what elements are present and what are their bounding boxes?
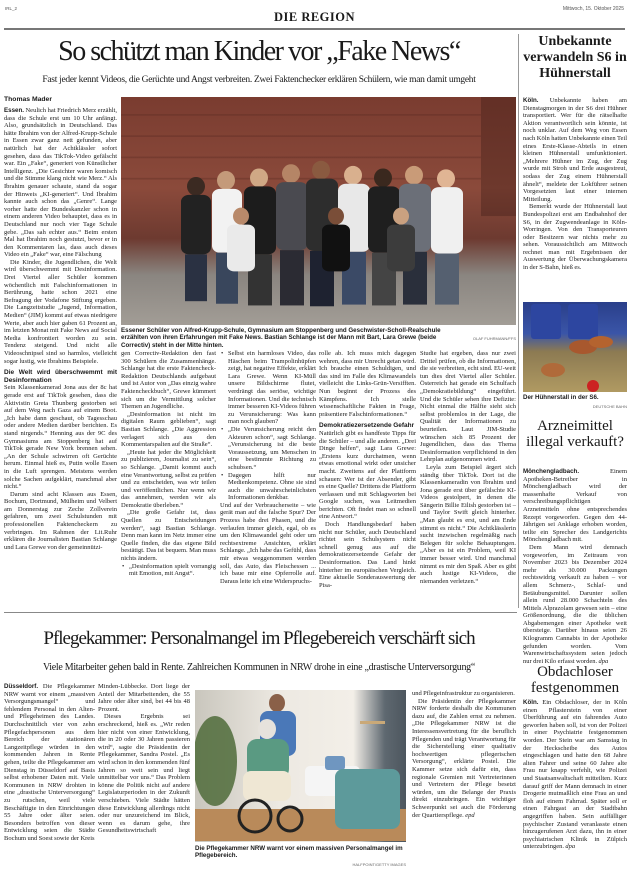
paragraph: Natürlich gibt es handfeste Tipps für die Schüler – und alle anderen. „Drei Dinge helfen“, sagt Lara Grewe: „Erstens kurz durchatmen, wenn etwas emotional wirkt oder unsicher macht. Zweitens auf der Plattform schauen: Wer ist der Absender, gibt es eine Quelle? Drittens die Plattform verlassen und mit Schlagworten bei Google suchen, was Leitmedien berichten. Oft findet man so schnell eine Antwort.“ — [319, 429, 417, 521]
dateline: Köln. — [523, 699, 539, 706]
chicken-coop-train-photo — [523, 302, 627, 392]
paragraph: Die Präsidentin der Pflegekammer NRW forderte deshalb die Kommunen dazu auf, die Zahlen ernst zu nehmen. „Die Pflegekammer NRW ist die Interessensvertretung für die beruflich Pflegenden und trägt Verantwortung für die Sicherstellung einer qualitativ hochwertigen pflegerischen Versorgung“, erklärte Postel. Die Kammer setze sich dafür ein, dass regionale Gremien mit Vertreterinnen und Vertretern der Pflege besetzt würden, um die Belange der Praxis direkt einzubringen. Ein wichtiger Schwerpunkt sei auch die Förderung der Quartierspflege. — [412, 697, 516, 819]
pflege-headline: Pflegekammer: Personalmangel im Pflegebereich verschärft sich — [43, 628, 475, 649]
paragraph: Die Pflegekammer NRW warnt vor einem „massiven Versorgungsmangel“ und fehlendem Personal in den Alten- und Pflegeheimen des Landes. Durchschnittlich vier von zehn Pflegefachpersonen aus dem Bereich der stationären Langzeitpflege würden in den kommenden Jahren in Rente gehen, teilte die Pflegekammer am Dienstag in Düsseldorf auf Basis selbst erhobener Daten mit. Viele Kommunen in NRW drohten in eine „drastische Unterversorgung“ zu rutschen, weil viele Beschäftigte in den Einrichtungen 55 Jahre oder älter seien. Besonders betroffen von dieser Entwicklung seien die Städte Bochum und Soest sowie der Kreis — [4, 683, 95, 842]
paragraph: rolle ab. Ich muss mich dagegen wehren, dass mir Unrecht getan wird. Ich brauche einen Schuldigen, und das sind im Falle des Klimawandels vielleicht die Links-Grün-Versifften. Nun beginnt der Prozess des Kämpfens. Ich stelle wissenschaftliche Fakten in Frage, präsentiere Falschinformationen.“ — [319, 350, 416, 418]
s6-photo-caption: Der Hühnerstall in der S6. — [523, 394, 599, 401]
dateline: Essen. — [4, 107, 24, 114]
dateline: Köln. — [523, 97, 539, 104]
article-separator — [4, 612, 517, 613]
header-rule — [4, 28, 625, 30]
chicken-illustration — [523, 302, 627, 392]
main-photo-caption: Essener Schüler von Alfred-Krupp-Schule, Gymnasium am Stoppenberg und Geschwister-Scholl-Realschule erzählten von ihren Erfahrungen mit Fake News. Bastian Schlange ist der Mann mit Bart, Lara Grewe (beide Correctiv) steht in der Mitte hinten. — [121, 327, 441, 349]
pflege-column-2 — [98, 683, 190, 835]
department-title: DIE REGION — [273, 10, 356, 24]
nurse-wheelchair-illustration — [195, 690, 406, 842]
nurse-wheelchair-photo — [195, 690, 406, 842]
main-column-1 — [4, 107, 117, 551]
paragraph: „Desinformation ist nicht im digitalen Raum geblieben“, sagt Bastian Schlange. „Die Aggression verlagert sich aus den Kommentarspalten auf die Straße“. — [121, 410, 216, 449]
paragraph: Die Kinder, die Jugendlichen, die Welt wird überschwemmt mit Desinformation. Drei Viertel aller Schüler kommen wöchentlich mit Falschinformationen in Berührung, hatte schon 2021 eine Befragung der Vodafone Stiftung ergeben. Die Langzeitstudie „Jugend, Information, Medien“ (JIM) kommt auf etwas niedrigere Werte, aber auch hier gaben 61 Prozent an, im letzten Monat mit Fake News auf Social Media konfrontiert worden zu sein. Tendenz steigend. Und nicht alle Videoschnipsel sind so harmlos, vielleicht sogar lustig, wie Ibrahims Beispiele. — [4, 258, 117, 365]
paragraph: Dem Mann wird demnach vorgeworfen, im Zeitraum von November 2023 bis Dezember 2024 mehr als 30.000 Packungen rechtswidrig verkauft zu haben – vor allem Schmerz-, Schlaf- und Betäubungsmittel. Darunter sollen allein rund 28.000 Schachteln des Mittels Alprazolam gewesen sein – eine Größenordnung, die die üblichen Abgabemengen einer Apotheke weit übersteige. Darüber hinaus seien 26 Kilogramm Cannabis in der Apotheke gefunden worden. Vom Warenwirtschaftssystem seien jedoch nur drei Kilo erfasst worden. — [523, 543, 627, 665]
agency-tag: dpa — [598, 657, 609, 665]
issue-date: Mittwoch, 15. Oktober 2025 — [562, 6, 624, 12]
paragraph: Bemerkt wurde der Hühnerstall laut Bundespolizei erst am Endbahnhof der S6, in der Zugwendeanlage in Köln-Worringen. Von den Transporteuren oder Besitzern war nichts mehr zu sehen. Voraussichtlich am Mittwoch rechnet man mit Ergebnissen der Auswertung der Überwachungskamera in der S-Bahn, hieß es. — [523, 203, 627, 272]
paragraph: Minden-Lübbecke. Dort liege der Anteil der Mitarbeitenden, die 55 Jahre oder älter sind, bei 44 bis 48 Prozent. — [98, 683, 190, 713]
bullet-item: • Dagegen hilft nur Medienkompetenz. Ohne sie sind auch die unwahrscheinlichsten Informationen denkbar. — [228, 472, 316, 502]
author-name: Thomas Mader — [4, 96, 52, 103]
paragraph: gen Correctiv-Redaktion den fast 300 Schülern die Zusammenhänge. Schlange hat die erste Faktencheck-Redaktion Deutschlands aufgebaut und ist Autor von „Das einzig wahre Faktencheckbuch“, Grewe kümmert sich um die Vermittlung solcher Themen an Jugendliche. — [121, 350, 216, 411]
paragraph: Und auf der Verbraucherseite – wie gerät man auf die falsche Spur? Der Prozess habe drei Phasen, und die verlaufen immer gleich, egal, ob es um den Klimawandel geht oder um rechtsextreme Ansichten, erklärt Schlange. „Ich habe das Gefühl, dass mir etwas weggenommen werden soll, das Auto, das Fleischessen ... ich baue mir eine Opferrolle auf. Daraus leite ich eine Widerspruchs- — [220, 501, 316, 585]
arznei-body — [523, 468, 627, 665]
obdach-headline: Obdachloser festgenommen — [530, 664, 620, 696]
pflege-photo-caption: Die Pflegekammer NRW warnt vor einem massiven Personalmangel im Pflegebereich. — [195, 845, 403, 860]
paragraph: Sein Klassenkamerad Jona aus der 8c hat gerade erst auf TikTok gesehen, dass die Aktivistin Greta Thunberg gestorben sei auf dem Weg nach Gaza auf einem Boot. „Ich habe dann geschaut, ob Tagesschau oder andere Medien darüber berichten. Es stand nirgends.“ Henning aus der 9C des Gymnasiums am Stoppenberg hat auf TikTok gerade New York brennen sehen. „An der Schule schwirren oft Gerüchte herum. Einmal hieß es, Putin wolle Essen in die Luft sprengen. Meistens werden solche Sachen aufgeklärt, manchmal aber nicht.“ — [4, 384, 117, 491]
main-photo-credit: OLAF FUHRMANN/FFS — [472, 336, 516, 341]
paragraph: Darum sind acht Klassen aus Essen, Bochum, Dortmund, Mülheim und Velbert am Donnerstag zur Zeche Zollverein gefahren, um zwei Schulstunden mit professionellen Faktencheckern zu verbringen. Im Rahmen der Lit.Ruhr erklären die Journalisten Bastian Schlange und Lara Grewe von der gemeinnützi- — [4, 490, 117, 551]
page-code: IRL_2 — [5, 6, 18, 11]
agency-tag: dpa — [565, 843, 576, 851]
s6-body — [523, 97, 627, 272]
paragraph: Einem Apotheken-Betreiber in Mönchengladbach wird der massenhafte Verkauf von verschreibungspflichtigen Arzneimitteln ohne entsprechendes Rezept vorgeworfen. Gegen den 44-Jährigen sei Anklage erhoben worden, teilte ein Sprecher des Landgerichts Mönchengladbach mit. — [523, 468, 627, 544]
arznei-headline: Arzneimittel illegal verkauft? — [526, 418, 624, 450]
paragraph: Doch Handlungsbedarf haben nicht nur Schüler, auch Deutschland richtet sein Schulsystem nicht schnell genug aus auf die demokratiezersetzende Gefahr der Desinformation. Das Land hinkt hinterher im europäischen Vergleich. Eine aktuelle Sonderauswertung der Pisa- — [319, 521, 416, 589]
main-column-4 — [319, 350, 416, 589]
students-group-photo — [121, 97, 516, 325]
agency-tag: epd — [465, 811, 475, 819]
dateline: Mönchengladbach. — [523, 468, 580, 475]
bullet-item: • Selbst ein harmloses Video, das Häschen beim Trampolinhüpfen zeigt, hat negative Effekte, erklärt Lara Grewe. Wenn KI-Müll unsere Bildschirme flutet, verdrängt das seriöse, wichtige Informationen. Und die technisch immer besseren KI-Videos führen zu Verunsicherung: Was kann man noch glauben? — [228, 350, 316, 426]
s6-photo-credit: DEUTSCHE BAHN — [592, 404, 627, 409]
pflege-column-1 — [4, 683, 95, 842]
students-group-illustration — [121, 97, 516, 325]
paragraph: Unbekannte haben am Dienstagmorgen in der S6 drei Hühner transportiert. Wer für die rätselhafte Aktion verantwortlich sein könnte, ist noch unklar. Auf dem Weg von Essen nach Köln hatten Unbekannte einen Teil eines Erste-Klasse-Abteils in einen kleinen Hühnerstall umfunktioniert. „Mehrere Hühner im Zug, der Zug wurde mit Stroh und Erde ausgestreut, sodass der Zug einem Hühnerstall ähnelt“, meldete der Lokführer seinen Vorgesetzten laut einer internen Mitteilung. — [523, 97, 627, 203]
paragraph: „Die große Gefahr ist, dass Quellen zu Entscheidungen werden“, sagt Bastian Schlange. Denn man kann im Netz immer eine Quelle finden, die das eigene Bild bestätigt. Das ist bequem. Man muss nichts ändern. — [121, 509, 216, 563]
main-subheadline: Fast jeder kennt Videos, die Gerüchte und Angst verbreiten. Zwei Faktenchecker erklären Schülern, wie man damit umgeht — [42, 75, 476, 85]
main-column-5 — [420, 350, 516, 585]
paragraph: Dieses Ergebnis sei erschreckend, hieß es. „Wir reden hier nicht von einer Entwicklung, die in 20 oder 30 Jahren passieren wird“, sagte die Präsidentin der Pflegekammer, Sandra Postel. „Es wird schon in den kommenden fünf Jahren so weit sein und liegt unmittelbar vor uns.“ Das Problem könne die Politik nicht auf andere Legislaturperioden in der Zukunft verschieben. Viele Städte hätten diese Entwicklung allerdings nicht oder nur unzureichend im Blick, wenn es darum gehe, ihre Gesundheitswirtschaft — [98, 713, 190, 835]
paragraph: „Heute hat jeder die Möglichkeit zu publizieren, Journalist zu sein“, so Schlange. „Damit kommt auch eine Verantwortung, selbst zu prüfen und zu entscheiden, was wir teilen und veröffentlichen. Nur wenn wir das annehmen, werden wir als Demokratie überleben.“ — [121, 448, 216, 509]
subheading: Demokratiezersetzende Gefahr — [319, 422, 415, 430]
bullet-item: • „Die Verunsicherung reicht den Akteuren schon“, sagt Schlange. „Verunsicherung ist die beste Voraussetzung, um Menschen in eine bestimmte Richtung zu schubsen.“ — [228, 426, 316, 472]
subheading: Die Welt wird überschwemmt mit Desinformation — [4, 369, 117, 384]
paragraph: Leyla zum Beispiel ärgert sich ständig über TikTok. Dort ist die Klassenkameradin von Ibrahim und Jona gerade erst über gefälschte KI-Videos gestolpert, in denen die Sängerin Billie Eilish gestorben ist – und Taylor Swift gleich hinterher. „Man glaubt es erst, und am Ende stimmt es nicht.“ Die Achtklässlerin sucht inzwischen regelmäßig nach Belegen für solche Behauptungen. „Aber es ist ein Problem, weil KI immer besser wird. Und manchmal nimmt es mir den Spaß. Aber es gibt auch lustige KI-Videos, die niemanden verletzen.“ — [420, 463, 516, 585]
main-column-2 — [121, 350, 216, 578]
paragraph: Neulich hat Friedrich Merz erzählt, dass die Schule erst um 10 Uhr anfängt. Also, grundsätzlich in Deutschland. Das hätte Ibrahim von der Alfred-Krupp-Schule in Essen zwar ganz nett gefunden, aber natürlich hat der Achtklässler sofort gesehen, dass das TikTok-Video gefälscht war. Ein „Fake“, generiert von Künstlicher Intelligenz. „Die Gesichter waren komisch und die Stimme klang nicht wie Merz.“ Als Ibrahim genauer schaute, stand da sogar der Hinweis „KI-generiert“. Und Ibrahim kannte auch schon das „Genre“. Lange vorher hatte der Bundeskanzler schon in einem anderen Video behauptet, dass es in Deutschland nur noch vier Tage Schule gebe. „Das sah echter aus.“ Beim ersten Mal hat Ibrahim noch gestutzt, bevor er in den Kommentaren las, dass auch dieses Video ein „Fake“ war, eine Fälschung — [4, 107, 117, 259]
pflege-subheadline: Viele Mitarbeiter gehen bald in Rente. Zahlreichen Kommunen in NRW drohe in eine „drastische Unterversorgung“ — [42, 662, 476, 673]
pflege-column-3 — [412, 690, 516, 819]
paragraph: und Pflegeinfrastruktur zu organisieren. — [412, 690, 515, 697]
s6-headline: Unbekannte verwandeln S6 in Hühnerstall — [523, 34, 627, 81]
paragraph: Studie hat ergeben, dass nur zwei Drittel prüfen, ob die Informationen, die sie verbreiten, echt sind. EU-weit tun dies drei Viertel aller Schüler. Österreich hat gerade ein Schulfach „Demokratiebildung“ eingeführt. Und die Schüler sehen ihre Defizite: Nicht einmal die Hälfte sieht sich selbst problemlos in der Lage, die Qualität der Informationen zu beurteilen. Laut JIM-Studie wünschen sich 85 Prozent der Jugendlichen, dass das Thema Desinformation verpflichtend in den Lehrplan aufgenommen wird. — [420, 350, 516, 464]
main-headline: So schützt man Kinder vor „Fake News“ — [58, 36, 460, 67]
obdach-body — [523, 699, 627, 851]
dateline: Düsseldorf. — [4, 683, 39, 690]
pflege-photo-credit: HALFPOINT/GETTY IMAGES — [352, 862, 406, 867]
main-column-3 — [220, 350, 316, 585]
bullet-item: • „Desinformation spielt vorrangig mit Emotion, mit Angst“. — [129, 563, 216, 578]
column-divider — [518, 34, 519, 608]
paragraph: Ein Obdachloser, der in Köln einen Pflasterstein von einer Überführung auf ein fahrendes Auto geworfen haben soll, ist von der Polizei in einer Psychiatrie festgenommen worden. Der Stein war am Samstag in der Heckscheibe des Autos eingeschlagen und hatte den 68 Jahre alten Fahrer und seine 60 Jahre alte Frau nur knapp verfehlt, wie Polizei und Staatsanwaltschaft mitteilten. Kurz darauf griff der Mann demnach in einer Drogerie mutmaßlich eine Frau an und floh auf einem Fahrrad. Später soll er einen Fahrgast an der Stadtbahn angegriffen haben. Sein auffälliger psychischer Zustand veranlasste einen hinzugerufenen Arzt dazu, ihn in einer psychiatrischen Klinik in Zülpich unterzubringen. — [523, 699, 627, 851]
